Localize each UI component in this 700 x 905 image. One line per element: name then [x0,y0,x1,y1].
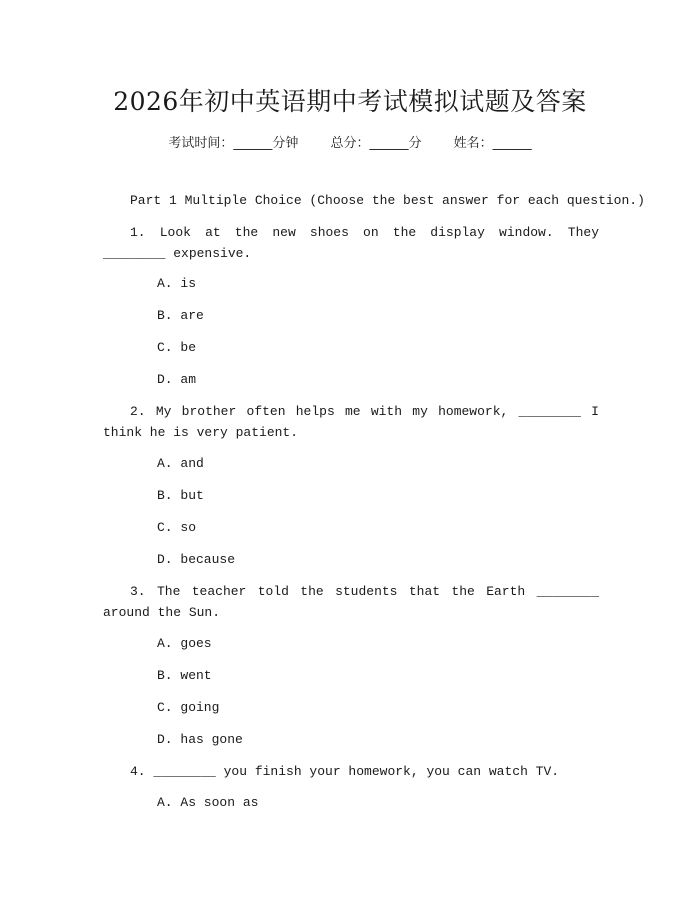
total-score-field: 总分：______分 [330,136,422,151]
question-1-option-c: C. be [157,340,197,355]
question-3-option-d: D. has gone [157,732,243,747]
exam-info-line [0,132,700,151]
exam-time-field: 考试时间：______分钟 [168,136,299,151]
question-3: 3. The teacher told the students that the Earth ________ around the Sun. [103,584,599,620]
question-2-option-d: D. because [157,552,236,567]
question-1-option-b: B. are [157,308,204,323]
question-3-option-b: B. went [157,668,212,683]
question-4-option-a: A. As soon as [157,795,259,810]
section-heading: Part 1 Multiple Choice (Choose the best answer for each question.) [130,193,645,208]
question-2-option-a: A. and [157,456,204,471]
question-1-option-a: A. is [157,276,197,291]
question-3-option-c: C. going [157,700,220,715]
question-1-option-d: D. am [157,372,197,387]
question-3-option-a: A. goes [157,636,212,651]
question-2-option-c: C. so [157,520,197,535]
question-4: 4. ________ you finish your homework, you can watch TV. [130,764,560,779]
exam-title: 2026年初中英语期中考试模拟试题及答案 [113,87,587,116]
student-name-field: 姓名：______ [453,136,532,151]
question-2: 2. My brother often helps me with my homework, ________ I think he is very patient. [103,404,599,440]
question-1: 1. Look at the new shoes on the display window. They ________ expensive. [103,225,599,261]
question-2-option-b: B. but [157,488,204,503]
